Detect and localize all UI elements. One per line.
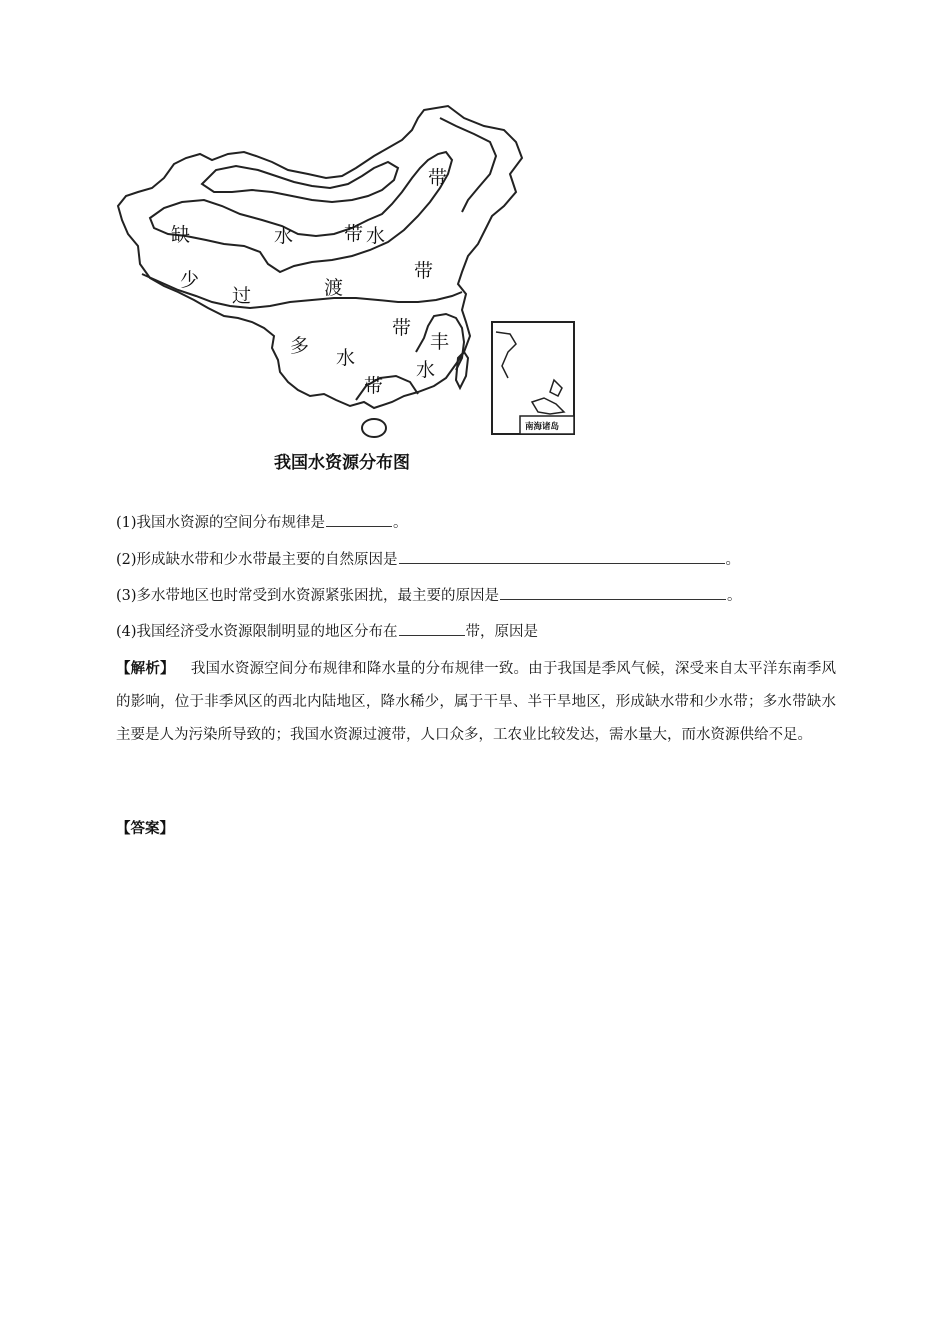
question-1: [116, 512, 408, 533]
label-z7: 少: [180, 269, 200, 291]
question-1-blank[interactable]: [326, 512, 392, 527]
question-2-text: (2)形成缺水带和少水带最主要的自然原因是: [116, 552, 398, 568]
map-title: 我国水资源分布图: [274, 453, 410, 473]
question-4: [116, 621, 538, 642]
label-z14: 水: [416, 359, 436, 381]
label-z1: 带: [428, 167, 448, 189]
analysis-label: 【解析】: [116, 660, 175, 677]
label-z3: 水: [274, 225, 294, 247]
question-4-suffix: 带，原因是: [465, 624, 539, 640]
china-map-svg: [112, 96, 582, 481]
answer-label: 【答案】: [116, 820, 174, 837]
question-3-suffix: 。: [727, 588, 742, 604]
label-z15: 带: [364, 375, 384, 397]
zone-boundary-dry-core: [150, 152, 452, 272]
question-1-suffix: 。: [393, 515, 408, 531]
label-z12: 多: [290, 335, 310, 357]
label-z10: 带: [392, 317, 412, 339]
label-z4: 带: [344, 223, 364, 245]
zone-boundary-north-lobe: [202, 162, 398, 202]
label-z13: 水: [336, 347, 356, 369]
china-outline: [118, 106, 522, 408]
analysis-text: 我国水资源空间分布规律和降水量的分布规律一致。由于我国是季风气候，深受来自太平洋东南季风的影响，位于非季风区的西北内陆地区，降水稀少，属于干旱、半干旱地区，形成缺水带和少水带；多水带缺水主要是人为污染所导致的；我国水资源过渡带，人口众多，工农业比较发达，需水量大，而水资源供给不足。: [116, 661, 837, 743]
label-z8: 过: [232, 285, 252, 307]
label-z5: 水: [366, 225, 386, 247]
label-z2: 缺: [171, 224, 191, 246]
question-2-suffix: 。: [725, 552, 741, 568]
inset-island-1: [550, 380, 562, 396]
inset-island-2: [532, 398, 564, 414]
analysis-paragraph: [116, 652, 836, 752]
water-resource-map: [112, 96, 582, 481]
label-z11: 丰: [430, 331, 450, 353]
label-z6: 带: [414, 260, 434, 282]
question-2: [116, 549, 740, 570]
question-3: [116, 585, 742, 606]
question-4-blank[interactable]: [399, 621, 465, 636]
label-z9: 渡: [324, 277, 344, 299]
question-4-text: (4)我国经济受水资源限制明显的地区分布在: [116, 624, 398, 640]
hainan-island: [362, 419, 386, 437]
zone-boundary-northeast: [440, 118, 496, 212]
inset-label: 南海诸岛: [525, 422, 560, 432]
question-2-blank[interactable]: [399, 549, 725, 564]
question-1-text: (1)我国水资源的空间分布规律是: [116, 515, 326, 531]
question-3-blank[interactable]: [500, 585, 726, 600]
inset-coastline: [496, 332, 516, 378]
question-3-text: (3)多水带地区也时常受到水资源紧张困扰，最主要的原因是: [116, 588, 500, 604]
